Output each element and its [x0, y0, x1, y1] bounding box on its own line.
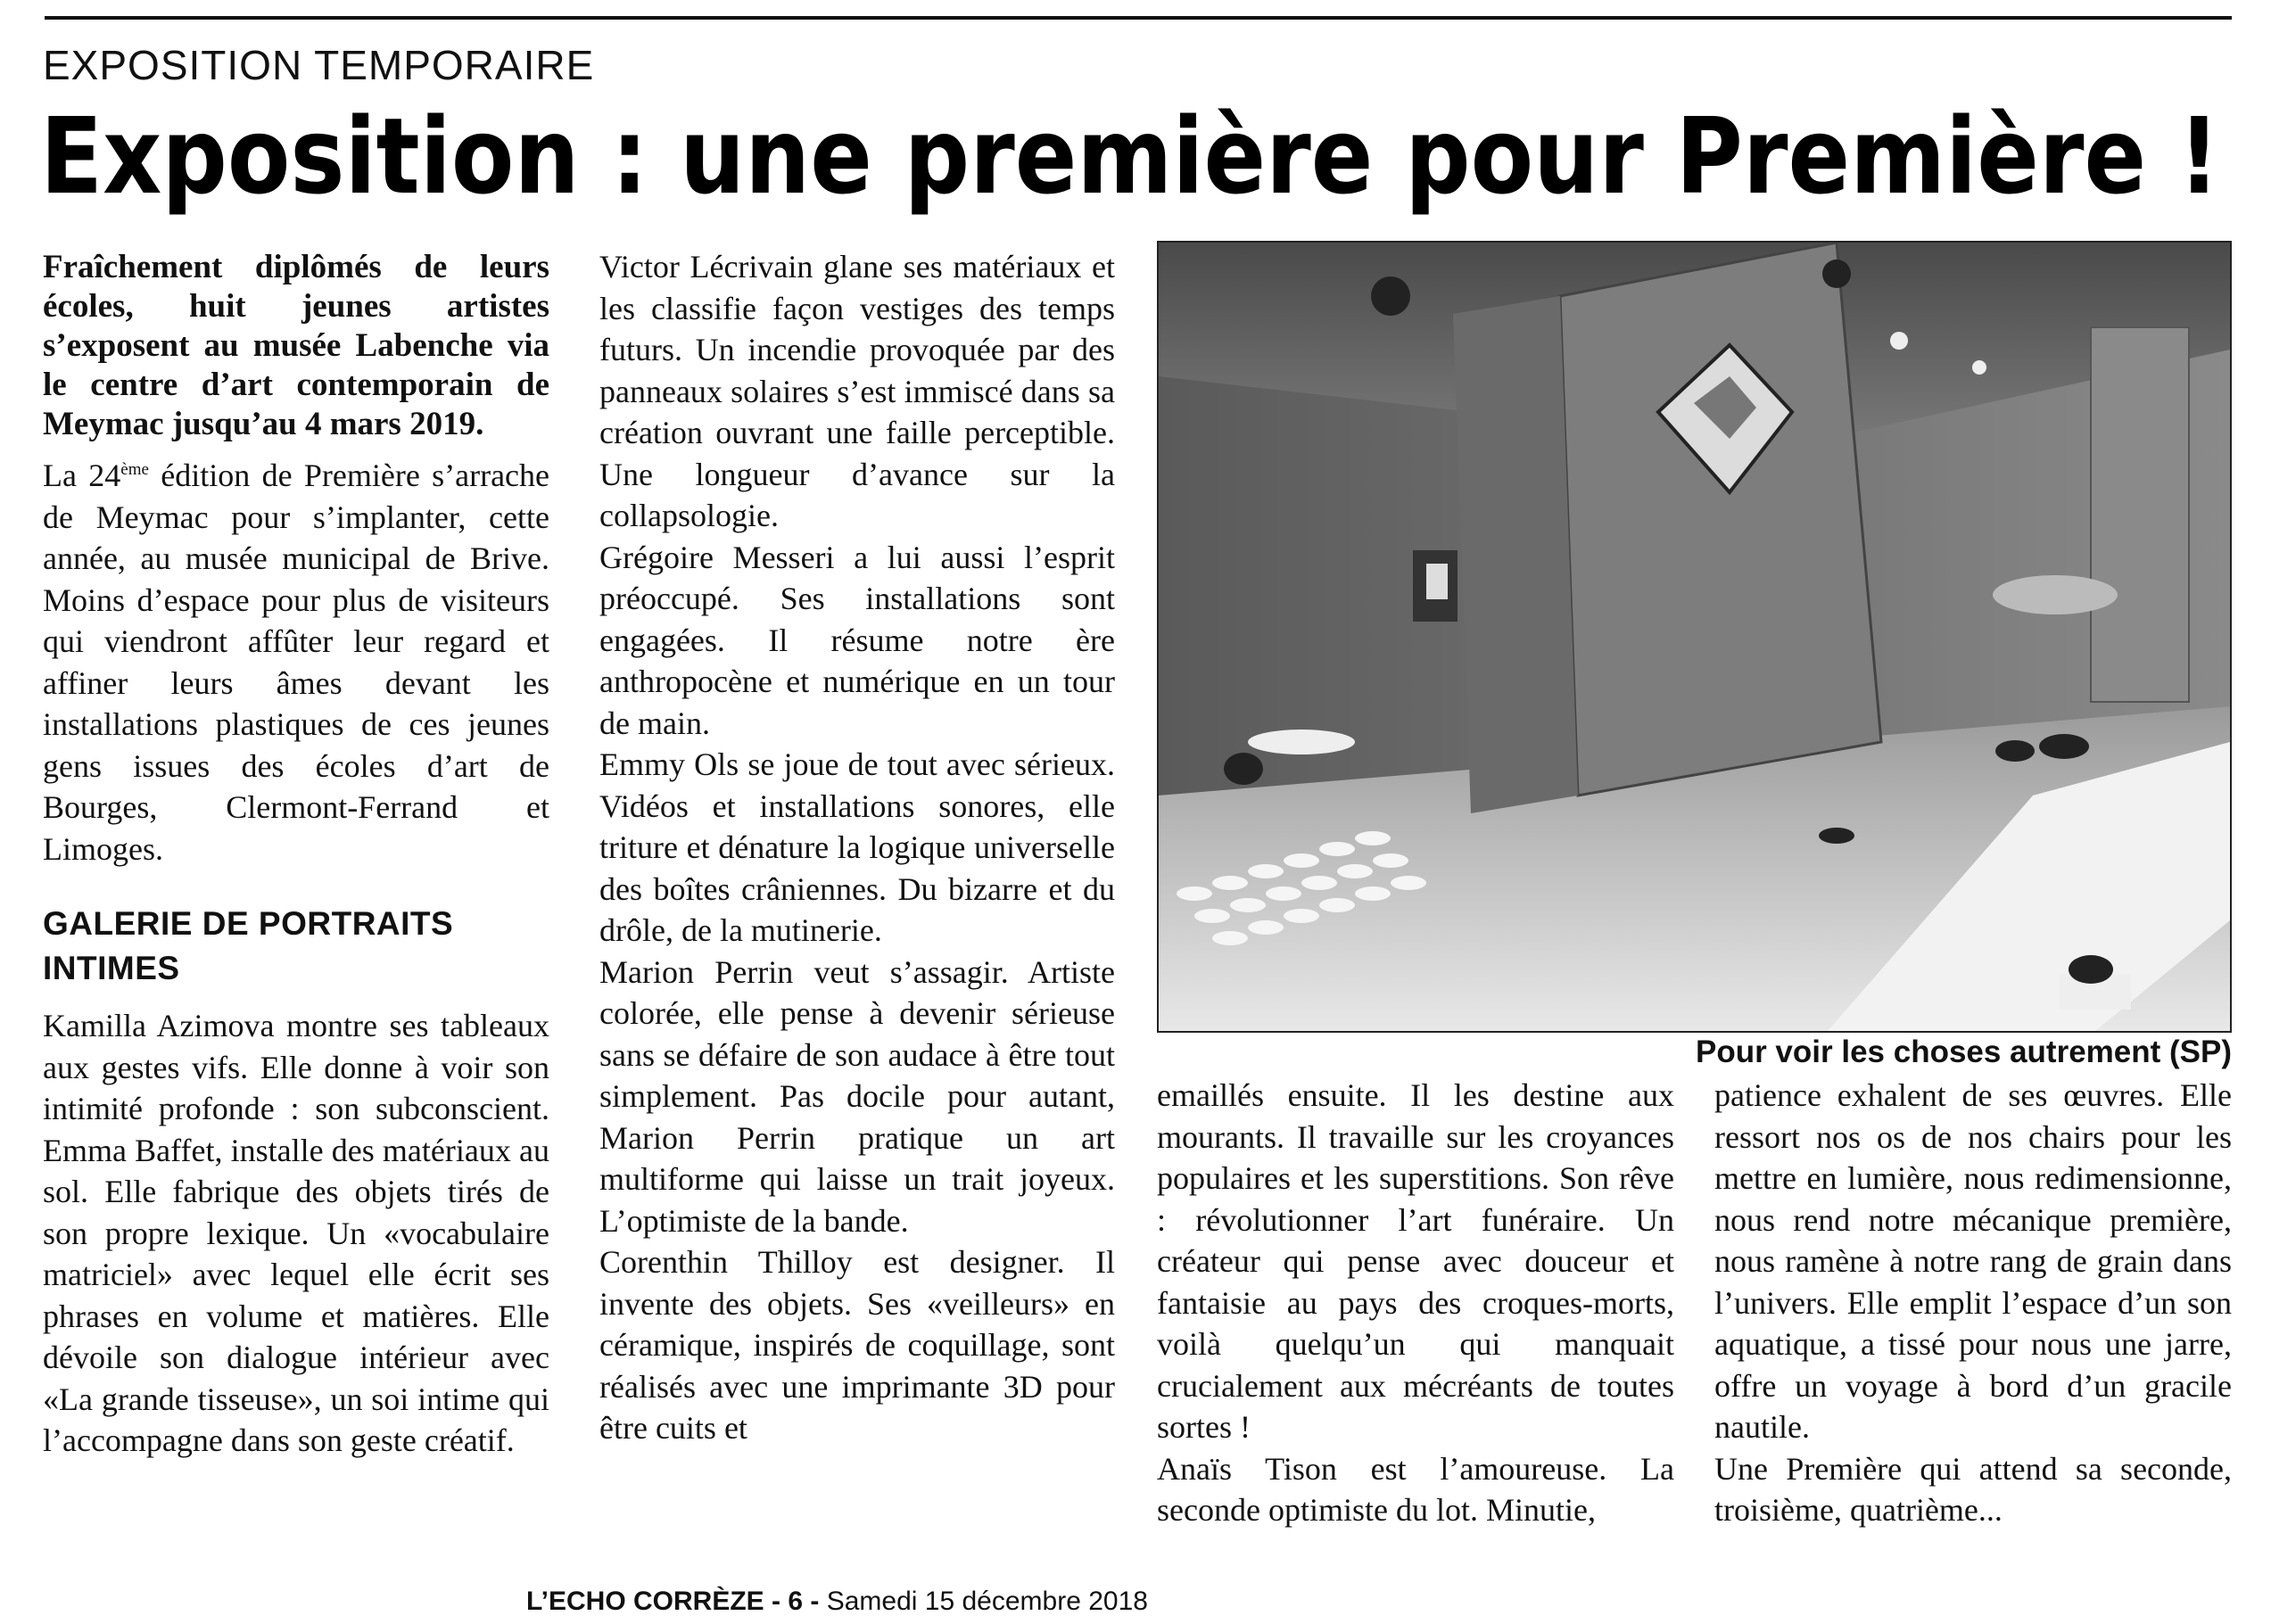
top-rule — [45, 16, 2232, 20]
col3-paragraph-2: Anaïs Tison est l’amoureuse. La seconde optimiste du lot. Minutie, — [1157, 1450, 1674, 1528]
col4-paragraph-1: patience exhalent de ses œuvres. Elle ressort nos os de nos chairs pour les mettre en lumière, nous redimensionne, nous rend notre mécanique première, nous ramène à notre rang de grain dans l’univers. Elle emplit l’espace d’un son aquatique, a tissé pour nous une jarre, offre un voyage à bord d’un gracile nautile. — [1714, 1077, 2232, 1445]
photo-caption: Pour voir les choses autrement (SP) — [1695, 1035, 2232, 1069]
page-footer — [526, 1587, 1148, 1617]
col2-paragraph-5: Corenthin Thilloy est designer. Il invente des objets. Ses «veilleurs» en céramique, inspirés de coquillage, sont réalisés avec une imprimante 3D pour être cuits et — [599, 1244, 1115, 1446]
section-kicker: EXPOSITION TEMPORAIRE — [43, 42, 595, 88]
issue-date: Samedi 15 décembre 2018 — [826, 1587, 1148, 1616]
column-4 — [1714, 1075, 2232, 1531]
headline: Exposition : une première pour Première ! — [40, 95, 2220, 218]
col1-paragraph-1-text: édition de Première s’arrache de Meymac pour s’implanter, cette année, au musée municipal de Brive. Moins d’espace pour plus de visiteurs qui viendront affûter leur regard et affiner leurs âmes devant les installations plastiques de ces jeunes gens issues des écoles d’art de Bourges, Clermont-Ferrand et Limoges. — [43, 458, 550, 867]
lead-paragraph: Fraîchement diplômés de leurs écoles, huit jeunes artistes s’exposent au musée Labenche via le centre d’art contemporain de Meymac jusqu’au 4 mars 2019. — [43, 249, 549, 442]
exhibition-photo — [1157, 241, 2232, 1033]
col3-paragraph-1: emaillés ensuite. Il les destine aux mourants. Il travaille sur les croyances populaires et les superstitions. Son rêve : révolutionner l’art funéraire. Un créateur qui pense avec douceur et fantaisie au pays des croques-morts, voilà quelqu’un qui manquait crucialement aux mécréants de toutes sortes ! — [1157, 1077, 1674, 1445]
column-3 — [1157, 1075, 1674, 1531]
publication-name: L’ECHO CORRÈZE — [526, 1587, 764, 1616]
edition-number: La 24 — [43, 458, 121, 493]
col2-paragraph-2: Grégoire Messeri a lui aussi l’esprit préoccupé. Ses installations sont engagées. Il résume notre ère anthropocène et numérique en un tour de main. — [599, 539, 1115, 741]
col1-paragraph-1 — [43, 455, 549, 870]
col2-paragraph-4: Marion Perrin veut s’assagir. Artiste colorée, elle pense à devenir sérieuse sans se défaire de son audace à être tout simplement. Pas docile pour autant, Marion Perrin pratique un art multiforme qui laisse un trait joyeux. L’optimiste de la bande. — [599, 953, 1115, 1239]
col1-paragraph-2: Kamilla Azimova montre ses tableaux aux gestes vifs. Elle donne à voir son intimité profonde : son subconscient. Emma Baffet, installe des matériaux au sol. Elle fabrique des objets tirés de son propre lexique. Un «vocabulaire matriciel» avec lequel elle écrit ses phrases en volume et matières. Elle dévoile son dialogue intérieur avec «La grande tisseuse», un soi intime qui l’accompagne dans son geste créatif. — [43, 1008, 549, 1458]
col2-paragraph-1: Victor Lécrivain glane ses matériaux et les classifie façon vestiges des temps futurs. Un incendie provoquée par des panneaux solaires s’est immiscé dans sa création ouvrant une faille perceptible. Une longueur d’avance sur la collapsologie. — [599, 249, 1115, 533]
footer-separator: - — [764, 1587, 789, 1616]
edition-suffix: ème — [120, 460, 149, 479]
subheading: GALERIE DE PORTRAITS INTIMES — [43, 905, 454, 986]
footer-separator: - — [803, 1587, 827, 1616]
page-number: 6 — [788, 1587, 804, 1616]
gallery-photo-illustration — [1159, 243, 2230, 1031]
col4-paragraph-2: Une Première qui attend sa seconde, troisième, quatrième... — [1714, 1450, 2232, 1528]
column-1 — [43, 248, 549, 1462]
column-2 — [599, 246, 1115, 1449]
col2-paragraph-3: Emmy Ols se joue de tout avec sérieux. Vidéos et installations sonores, elle triture et dénature la logique universelle des boîtes crâniennes. Du bizarre et du drôle, de la mutinerie. — [599, 746, 1115, 948]
